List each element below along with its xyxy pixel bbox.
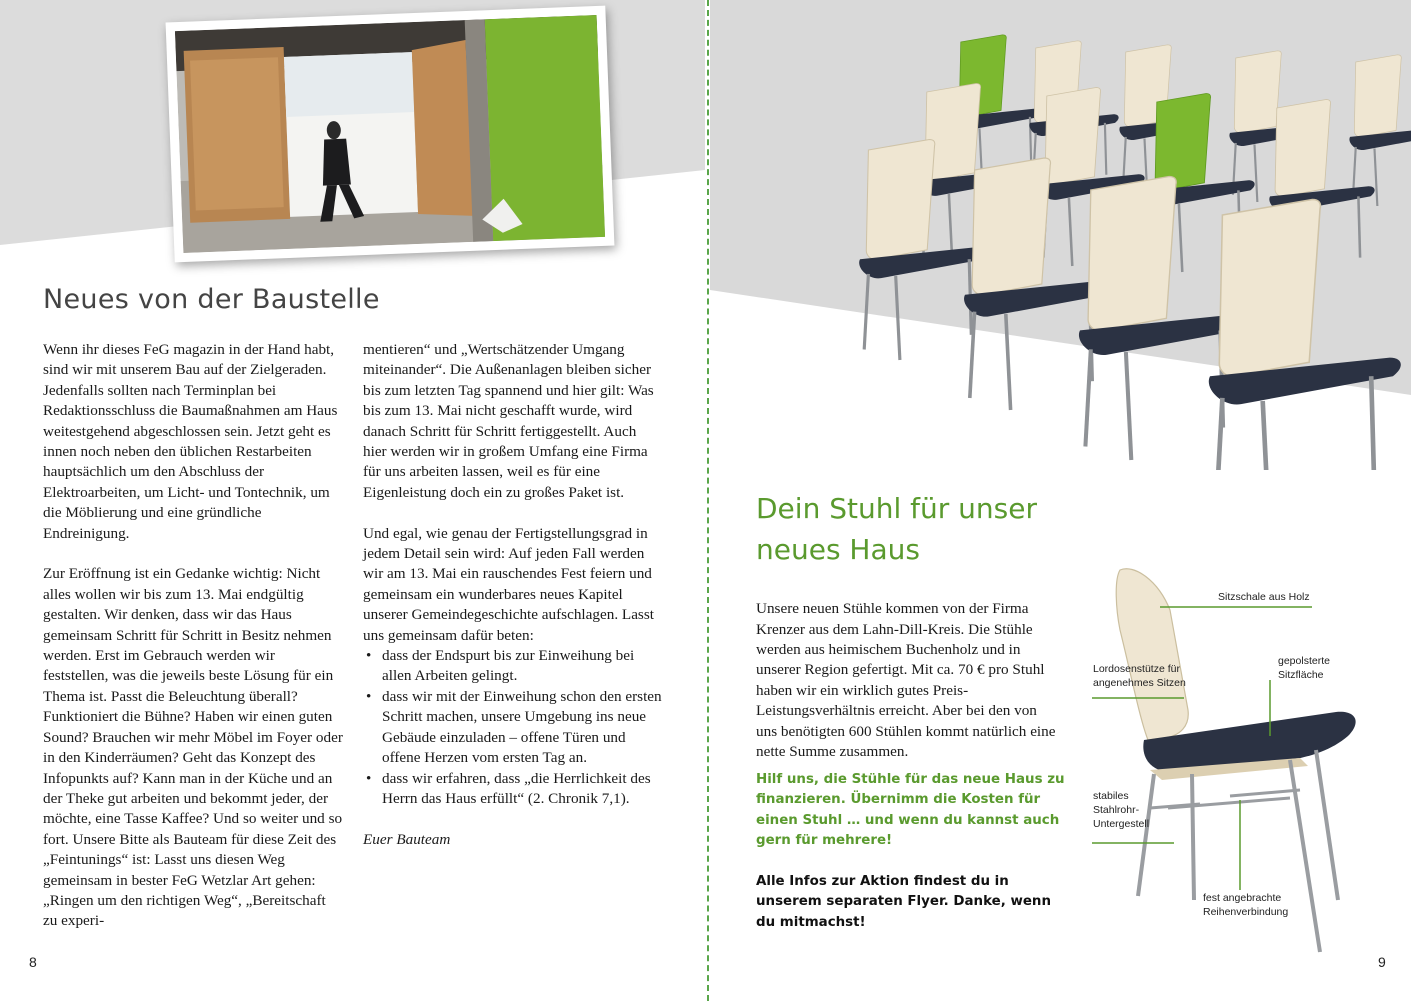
chair-headline: Dein Stuhl für unser neues Haus [756,492,1037,566]
list-item: • dass der Endspurt bis zur Einweihung bei allen Arbeiten gelingt. [363,646,663,687]
label-lordose: Lordosenstütze für angenehmes Sitzen [1093,663,1186,689]
paragraph: Wenn ihr dieses FeG magazin in der Hand habt, sind wir mit unserem Bau auf der Zielgeraden. Jedenfalls sollten nach Terminplan bei Redaktionsschluss die Baumaßnahmen am Haus weitestgehend abgeschlossen sein. Jetzt geht es innen noch neben den üblichen Restarbeiten hauptsächlich um den Abschluss der Elektroarbeiten, um Licht- und Tontechnik, um die Möblierung und eine gründliche Endreinigung. [43,341,338,542]
label-gepolstert: gepolsterte Sitzfläche [1278,655,1330,681]
page-gutter [707,0,709,1001]
list-item: • dass wir erfahren, dass „die Herrlichkeit des Herrn das Haus erfüllt“ (2. Chronik 7,1). [363,769,663,810]
page-number-left: 8 [29,954,37,970]
chair-rows-photo [710,0,1411,470]
signature: Euer Bauteam [363,830,451,848]
donation-call-to-action: Hilf uns, die Stühle für das neue Haus zu finanzieren. Übernimm die Kosten für einen Stuhl … und wenn du kannst auch gern für mehrere! [756,772,1065,849]
paragraph: mentieren“ und „Wertschätzender Umgang miteinander“. Die Außenanlagen bleiben sicher bis zum letzten Tag spannend und hier gilt: Was bis zum 13. Mai nicht geschafft wurde, wird danach Schritt für Schritt fertiggestellt. Auch hier werden wir in großem Umfang eine Firma für uns arbeiten lassen, weil es für eine Eigenleistung doch ein zu großes Paket ist. [363,341,654,501]
article-headline: Neues von der Baustelle [43,284,380,315]
label-sitzschale: Sitzschale aus Holz [1218,591,1310,603]
paragraph: Zur Eröffnung ist ein Gedanke wichtig: Nicht alles wollen wir bis zum 13. Mai endgültig gestalten. Wir denken, dass wir das Haus gemeinsam Schritt für Schritt in Besitz nehmen werden. Erst im Gebrauch werden wir feststellen, was die jeweils beste Lösung für ein Thema ist. Passt die Beleuchtung überall? Funktioniert die Bühne? Haben wir einen guten Sound? Brauchen wir mehr Möbel im Foyer oder in den Kinderräumen? Geht das Konzept des Infopunkts auf? Kann man in der Küche und an der Theke gut arbeiten und bekommt jeder, der möchte, eine Tasse Kaffee? Und so weiter und so fort. Unsere Bitte als Bauteam für diese Zeit des „Feintunings“ ist: Lasst uns diesen Weg gemeinsam in bester FeG Wetzlar Art gehen: „Ringen um den richtigen Weg“, „Bereitschaft zu experi- [43,565,343,930]
text-column-2 [363,340,663,871]
prayer-list [363,646,663,809]
text-column-1 [43,340,343,952]
chair-body-text: Unsere neuen Stühle kommen von der Firma Krenzer aus dem Lahn-Dill-Kreis. Die Stühle werden aus heimischem Buchenholz und in unserer Region gefertigt. Mit ca. 70 € pro Stuhl haben wir ein wirklich gutes Preis-Leistungsverhältnis erreicht. Aber bei den von uns benötigten 600 Stühlen kommt natürlich eine nette Summe zusammen. [756,600,1056,761]
label-stahlrohr: stabiles Stahlrohr-Untergestell [1093,790,1150,830]
flyer-info-text: Alle Infos zur Aktion findest du in unserem separaten Flyer. Danke, wenn du mitmachst! [756,874,1051,930]
list-item: • dass wir mit der Einweihung schon den ersten Schritt machen, unsere Umgebung ins neue Gebäude einzuladen – offene Türen und offene Herzen vom ersten Tag an. [363,687,663,769]
paragraph: Und egal, wie genau der Fertigstellungsgrad in jedem Detail sein wird: Auf jeden Fall werden wir am 13. Mai ein rauschendes Fest feiern und gemeinsam ein wunderbares neues Kapitel unserer Gemeindegeschichte aufschlagen. Lasst uns gemeinsam dafür beten: [363,524,654,644]
construction-photo [166,6,615,263]
page-number-right: 9 [1378,954,1386,970]
label-reihenverbindung: fest angebrachte Reihenverbindung [1203,892,1289,918]
